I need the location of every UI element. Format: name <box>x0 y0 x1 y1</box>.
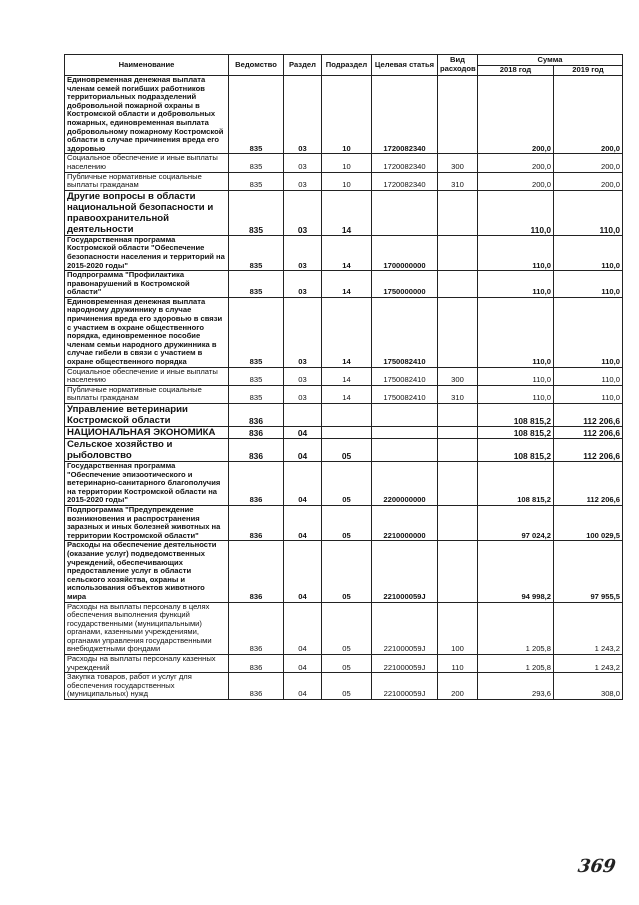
row-name: Государственная программа "Обеспечение эпизоотического и ветеринарно-санитарного благополучия на территории Костромской области на 2015-2020 годы" <box>65 462 229 506</box>
row-name: Закупка товаров, работ и услуг для обеспечения государственных (муниципальных) нужд <box>65 673 229 700</box>
row-kind <box>438 541 478 602</box>
row-subsection: 10 <box>322 172 372 190</box>
row-kind <box>438 462 478 506</box>
row-kind <box>438 439 478 462</box>
row-kind <box>438 404 478 427</box>
row-subsection: 05 <box>322 505 372 540</box>
row-value-2018: 108 815,2 <box>478 439 554 462</box>
row-name: Расходы на обеспечение деятельности (оказание услуг) подведомственных учреждений, обеспечивающих предоставление услуг в области сельского хозяйства, охраны и использования объектов животного мира <box>65 541 229 602</box>
table-row <box>65 602 623 655</box>
row-kind: 200 <box>438 673 478 700</box>
row-subsection: 14 <box>322 385 372 403</box>
table-row <box>65 190 623 235</box>
row-subsection: 14 <box>322 367 372 385</box>
row-kind <box>438 505 478 540</box>
budget-table <box>64 54 623 700</box>
row-target: 221000059J <box>372 673 438 700</box>
row-kind: 300 <box>438 367 478 385</box>
row-value-2019: 112 206,6 <box>554 404 623 427</box>
row-dept: 836 <box>229 462 284 506</box>
row-section: 04 <box>284 427 322 439</box>
row-section: 04 <box>284 655 322 673</box>
row-name: Другие вопросы в области национальной безопасности и правоохранительной деятельности <box>65 190 229 235</box>
row-target <box>372 404 438 427</box>
row-value-2018: 110,0 <box>478 271 554 298</box>
row-dept: 836 <box>229 602 284 655</box>
row-kind <box>438 427 478 439</box>
row-value-2018: 97 024,2 <box>478 505 554 540</box>
row-section: 03 <box>284 76 322 154</box>
table-row <box>65 367 623 385</box>
row-section: 04 <box>284 439 322 462</box>
header-year-2018: 2018 год <box>478 66 554 76</box>
row-value-2018: 200,0 <box>478 76 554 154</box>
row-value-2018: 108 815,2 <box>478 427 554 439</box>
row-dept: 835 <box>229 235 284 270</box>
row-section: 03 <box>284 367 322 385</box>
row-target: 2210000000 <box>372 505 438 540</box>
header-year-2019: 2019 год <box>554 66 623 76</box>
row-dept: 836 <box>229 427 284 439</box>
row-section: 04 <box>284 602 322 655</box>
row-value-2019: 200,0 <box>554 76 623 154</box>
row-kind <box>438 271 478 298</box>
row-name: Управление ветеринарии Костромской области <box>65 404 229 427</box>
table-body <box>65 76 623 700</box>
row-name: НАЦИОНАЛЬНАЯ ЭКОНОМИКА <box>65 427 229 439</box>
table-row <box>65 297 623 367</box>
row-kind: 110 <box>438 655 478 673</box>
row-name: Единовременная денежная выплата народному дружиннику в случае причинения вреда его здоровью в связи с участием в охране общественного порядка, единовременное пособие членам семьи народного дружинника в случае гибели в связи с участием в охране общественного порядка <box>65 297 229 367</box>
row-target: 1750082410 <box>372 297 438 367</box>
row-kind: 310 <box>438 385 478 403</box>
row-kind: 100 <box>438 602 478 655</box>
row-name: Подпрограмма "Профилактика правонарушений в Костромской области" <box>65 271 229 298</box>
row-section: 03 <box>284 154 322 172</box>
row-value-2018: 110,0 <box>478 235 554 270</box>
row-dept: 835 <box>229 172 284 190</box>
row-subsection: 10 <box>322 154 372 172</box>
row-kind <box>438 297 478 367</box>
row-value-2019: 110,0 <box>554 190 623 235</box>
row-target: 1720082340 <box>372 76 438 154</box>
row-name: Социальное обеспечение и иные выплаты населению <box>65 154 229 172</box>
row-value-2019: 110,0 <box>554 235 623 270</box>
row-kind: 310 <box>438 172 478 190</box>
row-value-2018: 94 998,2 <box>478 541 554 602</box>
row-value-2019: 110,0 <box>554 367 623 385</box>
row-target: 1750082410 <box>372 385 438 403</box>
row-section: 04 <box>284 462 322 506</box>
row-section: 03 <box>284 172 322 190</box>
row-dept: 836 <box>229 505 284 540</box>
row-value-2019: 200,0 <box>554 172 623 190</box>
row-name: Расходы на выплаты персоналу в целях обеспечения выполнения функций государственными (муниципальными) органами, казенными учреждениями, органами управления государственными внебюджетными фондами <box>65 602 229 655</box>
row-value-2018: 108 815,2 <box>478 462 554 506</box>
header-section: Раздел <box>284 55 322 76</box>
row-dept: 835 <box>229 385 284 403</box>
row-value-2019: 112 206,6 <box>554 439 623 462</box>
row-value-2019: 97 955,5 <box>554 541 623 602</box>
row-target: 221000059J <box>372 541 438 602</box>
row-target <box>372 190 438 235</box>
row-value-2019: 200,0 <box>554 154 623 172</box>
row-section: 03 <box>284 235 322 270</box>
row-subsection: 05 <box>322 541 372 602</box>
row-subsection <box>322 404 372 427</box>
row-value-2019: 110,0 <box>554 271 623 298</box>
table-row <box>65 385 623 403</box>
row-dept: 835 <box>229 271 284 298</box>
row-value-2019: 100 029,5 <box>554 505 623 540</box>
row-target: 2200000000 <box>372 462 438 506</box>
table-row <box>65 673 623 700</box>
table-row <box>65 427 623 439</box>
row-value-2018: 200,0 <box>478 172 554 190</box>
table-row <box>65 541 623 602</box>
row-section: 04 <box>284 673 322 700</box>
row-dept: 836 <box>229 404 284 427</box>
row-subsection: 14 <box>322 271 372 298</box>
row-target: 1720082340 <box>372 172 438 190</box>
row-dept: 835 <box>229 367 284 385</box>
row-section: 03 <box>284 271 322 298</box>
row-name: Социальное обеспечение и иные выплаты населению <box>65 367 229 385</box>
page-number: 369 <box>576 856 618 877</box>
row-value-2018: 200,0 <box>478 154 554 172</box>
row-section: 04 <box>284 505 322 540</box>
row-dept: 836 <box>229 439 284 462</box>
row-subsection: 05 <box>322 439 372 462</box>
row-value-2018: 1 205,8 <box>478 655 554 673</box>
row-subsection: 14 <box>322 297 372 367</box>
row-value-2018: 108 815,2 <box>478 404 554 427</box>
row-kind: 300 <box>438 154 478 172</box>
row-target <box>372 439 438 462</box>
header-subsection: Подраздел <box>322 55 372 76</box>
table-row <box>65 154 623 172</box>
row-kind <box>438 235 478 270</box>
row-section: 03 <box>284 297 322 367</box>
row-kind <box>438 76 478 154</box>
row-value-2019: 1 243,2 <box>554 602 623 655</box>
row-value-2018: 110,0 <box>478 297 554 367</box>
row-subsection: 05 <box>322 602 372 655</box>
table-row <box>65 655 623 673</box>
table-row <box>65 462 623 506</box>
row-target <box>372 427 438 439</box>
row-target: 1750082410 <box>372 367 438 385</box>
row-dept: 836 <box>229 655 284 673</box>
table-row <box>65 404 623 427</box>
row-target: 1700000000 <box>372 235 438 270</box>
row-dept: 835 <box>229 76 284 154</box>
row-target: 221000059J <box>372 655 438 673</box>
row-value-2018: 293,6 <box>478 673 554 700</box>
row-value-2018: 110,0 <box>478 190 554 235</box>
row-dept: 836 <box>229 673 284 700</box>
row-value-2018: 110,0 <box>478 367 554 385</box>
table-row <box>65 439 623 462</box>
table-row <box>65 235 623 270</box>
table-row <box>65 271 623 298</box>
row-target: 1720082340 <box>372 154 438 172</box>
row-section <box>284 404 322 427</box>
table-row <box>65 172 623 190</box>
row-target: 221000059J <box>372 602 438 655</box>
row-dept: 836 <box>229 541 284 602</box>
row-target: 1750000000 <box>372 271 438 298</box>
header-dept: Ведомство <box>229 55 284 76</box>
row-subsection: 10 <box>322 76 372 154</box>
header-sum: Сумма <box>478 55 623 66</box>
row-value-2019: 308,0 <box>554 673 623 700</box>
row-value-2018: 1 205,8 <box>478 602 554 655</box>
row-subsection: 05 <box>322 673 372 700</box>
row-kind <box>438 190 478 235</box>
row-value-2018: 110,0 <box>478 385 554 403</box>
row-section: 03 <box>284 385 322 403</box>
row-dept: 835 <box>229 154 284 172</box>
header-target: Целевая статья <box>372 55 438 76</box>
row-subsection <box>322 427 372 439</box>
row-name: Сельское хозяйство и рыболовство <box>65 439 229 462</box>
row-subsection: 14 <box>322 190 372 235</box>
row-name: Подпрограмма "Предупреждение возникновения и распространения заразных и иных болезней животных на территории Костромской области" <box>65 505 229 540</box>
row-name: Публичные нормативные социальные выплаты гражданам <box>65 172 229 190</box>
header-kind: Вид расходов <box>438 55 478 76</box>
header-name: Наименование <box>65 55 229 76</box>
row-section: 03 <box>284 190 322 235</box>
row-value-2019: 1 243,2 <box>554 655 623 673</box>
table-row <box>65 505 623 540</box>
table-row <box>65 76 623 154</box>
row-value-2019: 112 206,6 <box>554 427 623 439</box>
row-value-2019: 110,0 <box>554 297 623 367</box>
row-name: Единовременная денежная выплата членам семей погибших работников территориальных подразделений добровольной пожарной охраны в Костромской области и добровольных пожарных, единовременная выплата добровольному пожарному Костромской области в случае причинения вреда его здоровью <box>65 76 229 154</box>
row-subsection: 05 <box>322 462 372 506</box>
row-name: Государственная программа Костромской области "Обеспечение безопасности населения и территорий на 2015-2020 годы" <box>65 235 229 270</box>
row-dept: 835 <box>229 297 284 367</box>
row-subsection: 05 <box>322 655 372 673</box>
row-section: 04 <box>284 541 322 602</box>
row-value-2019: 112 206,6 <box>554 462 623 506</box>
row-name: Расходы на выплаты персоналу казенных учреждений <box>65 655 229 673</box>
row-value-2019: 110,0 <box>554 385 623 403</box>
row-name: Публичные нормативные социальные выплаты гражданам <box>65 385 229 403</box>
row-dept: 835 <box>229 190 284 235</box>
row-subsection: 14 <box>322 235 372 270</box>
